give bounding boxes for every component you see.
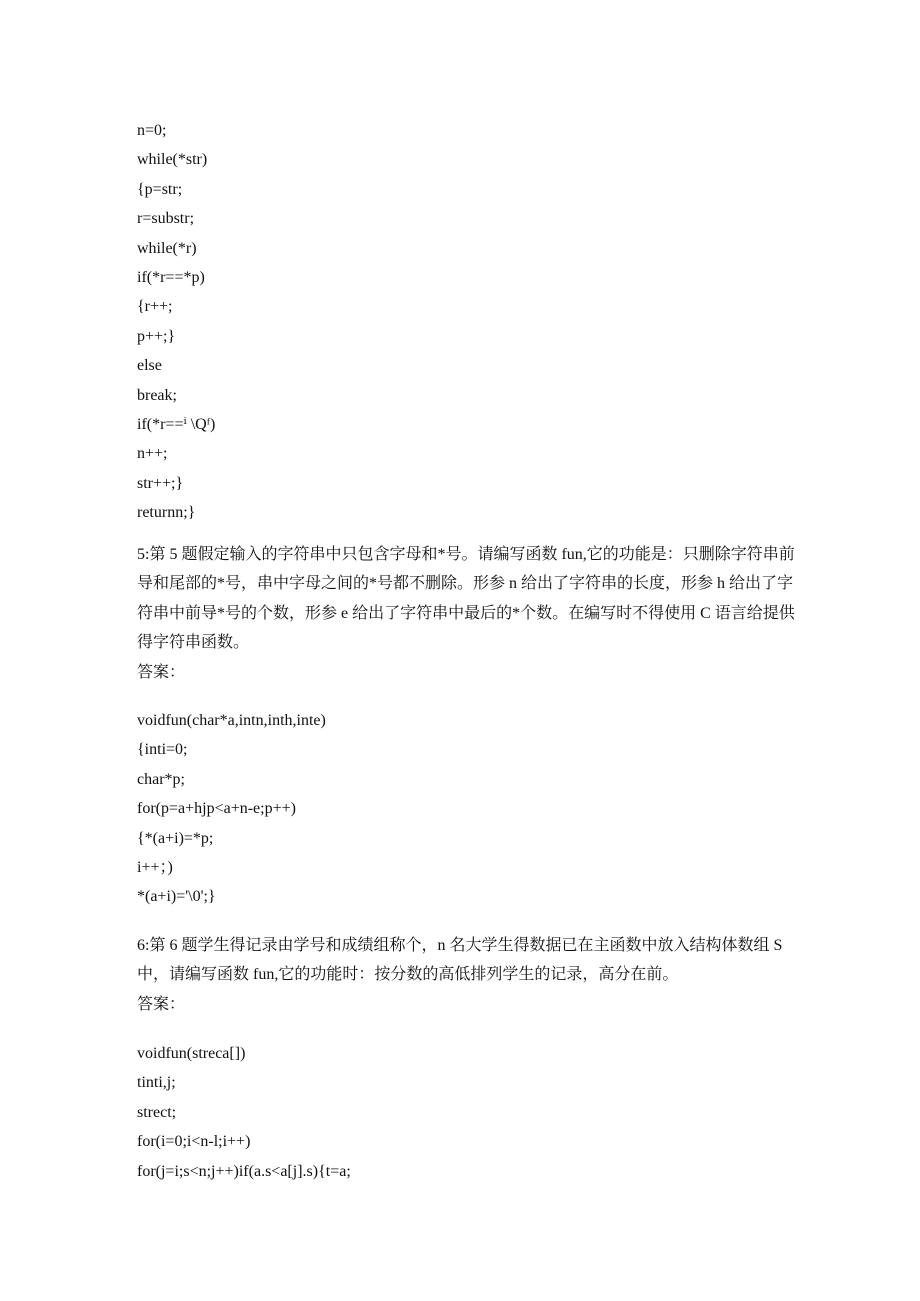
code-line: p++;} (137, 327, 176, 345)
question-6 (137, 931, 787, 1019)
code-line: char*p; (137, 770, 185, 788)
code-line: r=substr; (137, 210, 195, 228)
code-line: if(*r==ⁱ \Qᶠ) (137, 415, 216, 433)
question-text-line: 得字符串函数。 (137, 634, 250, 652)
code-line: while(*r) (137, 239, 197, 257)
code-line: for(i=0;i<n-l;i++) (137, 1133, 251, 1151)
code-line: tinti,j; (137, 1074, 176, 1092)
question-5 (137, 540, 795, 687)
question-text-line: 符串中前导*号的个数，形参 e 给出了字符串中最后的*个数。在编写时不得使用 C 语言给提供 (137, 604, 795, 622)
question-text-line: 6:第 6 题学生得记录由学号和成绩组称个，n 名大学生得数据已在主函数中放入结构体数组 S (137, 937, 783, 954)
code-line: {inti=0; (137, 741, 188, 759)
question-text-line: 5:第 5 题假定输入的字符串中只包含字母和*号。请编写函数 fun,它的功能是：只删除字符串前 (137, 546, 795, 563)
code-block-3 (137, 1039, 787, 1186)
code-line: i++；) (137, 858, 173, 876)
question-text-line: 中，请编写函数 fun,它的功能时：按分数的高低排列学生的记录，高分在前。 (137, 966, 679, 984)
code-line: voidfun(char*a,intn,inth,inte) (137, 712, 326, 729)
code-line: break; (137, 386, 177, 404)
code-block-2 (137, 706, 787, 912)
code-line: voidfun(streca[]) (137, 1045, 246, 1062)
code-line: if(*r==*p) (137, 268, 205, 286)
code-line: n++; (137, 445, 168, 463)
code-line: else (137, 357, 162, 375)
code-line: n=0; (137, 122, 167, 139)
answer-label: 答案： (137, 663, 186, 681)
code-line: str++;} (137, 474, 184, 492)
code-line: while(*str) (137, 151, 208, 169)
code-line: {r++; (137, 298, 173, 316)
code-line: for(j=i;s<n;j++)if(a.s<a[j].s){t=a; (137, 1162, 351, 1180)
code-line: strect; (137, 1103, 177, 1121)
answer-label: 答案： (137, 995, 186, 1013)
question-text-line: 导和尾部的*号，串中字母之间的*号都不删除。形参 n 给出了字符串的长度，形参 h 给出了字 (137, 575, 794, 593)
code-line: {p=str; (137, 180, 183, 198)
code-line: *(a+i)='\0';} (137, 888, 216, 906)
code-line: for(p=a+hjp<a+n-e;p++) (137, 800, 296, 818)
code-block-1 (137, 116, 787, 527)
code-line: returnn;} (137, 504, 196, 522)
code-line: {*(a+i)=*p; (137, 829, 214, 847)
